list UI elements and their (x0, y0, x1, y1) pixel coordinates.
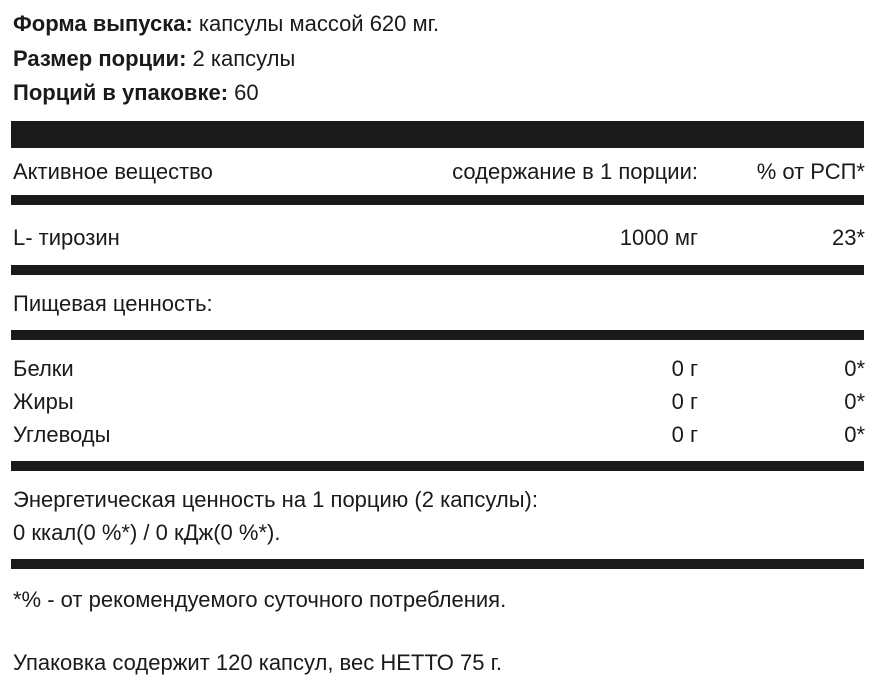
serving-line (13, 46, 295, 72)
package-info: Упаковка содержит 120 капсул, вес НЕТТО 75 г. (13, 650, 503, 675)
col-name-header: Активное вещество (13, 159, 213, 184)
nutrient-amount-protein: 0 г (671, 356, 698, 381)
servings-per-pack-line (13, 80, 259, 106)
header-divider (11, 195, 864, 205)
nutrient-rsp-protein: 0* (844, 356, 865, 381)
nutrient-rsp-fat: 0* (844, 389, 865, 414)
nutrient-amount-fat: 0 г (671, 389, 698, 414)
nutrient-name-fat: Жиры (13, 389, 74, 414)
footnote: *% - от рекомендуемого суточного потребления. (13, 587, 507, 612)
active-rsp: 23* (831, 225, 865, 250)
nutrient-name-carbs: Углеводы (13, 422, 111, 447)
form-label: Форма выпуска: (13, 11, 193, 36)
active-amount: 1000 мг (619, 225, 698, 250)
serving-label: Размер порции: (13, 46, 187, 71)
nutrient-amount-carbs: 0 г (671, 422, 698, 447)
energy-line-2: 0 ккал(0 %*) / 0 кДж(0 %*). (13, 520, 281, 545)
nutrient-rsp-carbs: 0* (844, 422, 865, 447)
form-line (13, 11, 439, 37)
servings-per-pack-value: 60 (234, 80, 259, 105)
active-divider (11, 265, 864, 275)
form-value: капсулы массой 620 мг. (198, 11, 440, 36)
serving-value: 2 капсулы (192, 46, 296, 71)
servings-per-pack-label: Порций в упаковке: (13, 80, 229, 105)
col-rsp-header: % от РСП* (756, 159, 865, 184)
active-name: L- тирозин (13, 225, 120, 250)
col-amount-header: содержание в 1 порции: (452, 159, 698, 184)
nutrition-title: Пищевая ценность: (13, 291, 213, 316)
nutrient-name-protein: Белки (13, 356, 74, 381)
energy-divider (11, 559, 864, 569)
top-thick-divider (11, 121, 864, 148)
nutrients-divider (11, 461, 864, 471)
nutrition-divider (11, 330, 864, 340)
energy-line-1: Энергетическая ценность на 1 порцию (2 капсулы): (13, 487, 538, 512)
